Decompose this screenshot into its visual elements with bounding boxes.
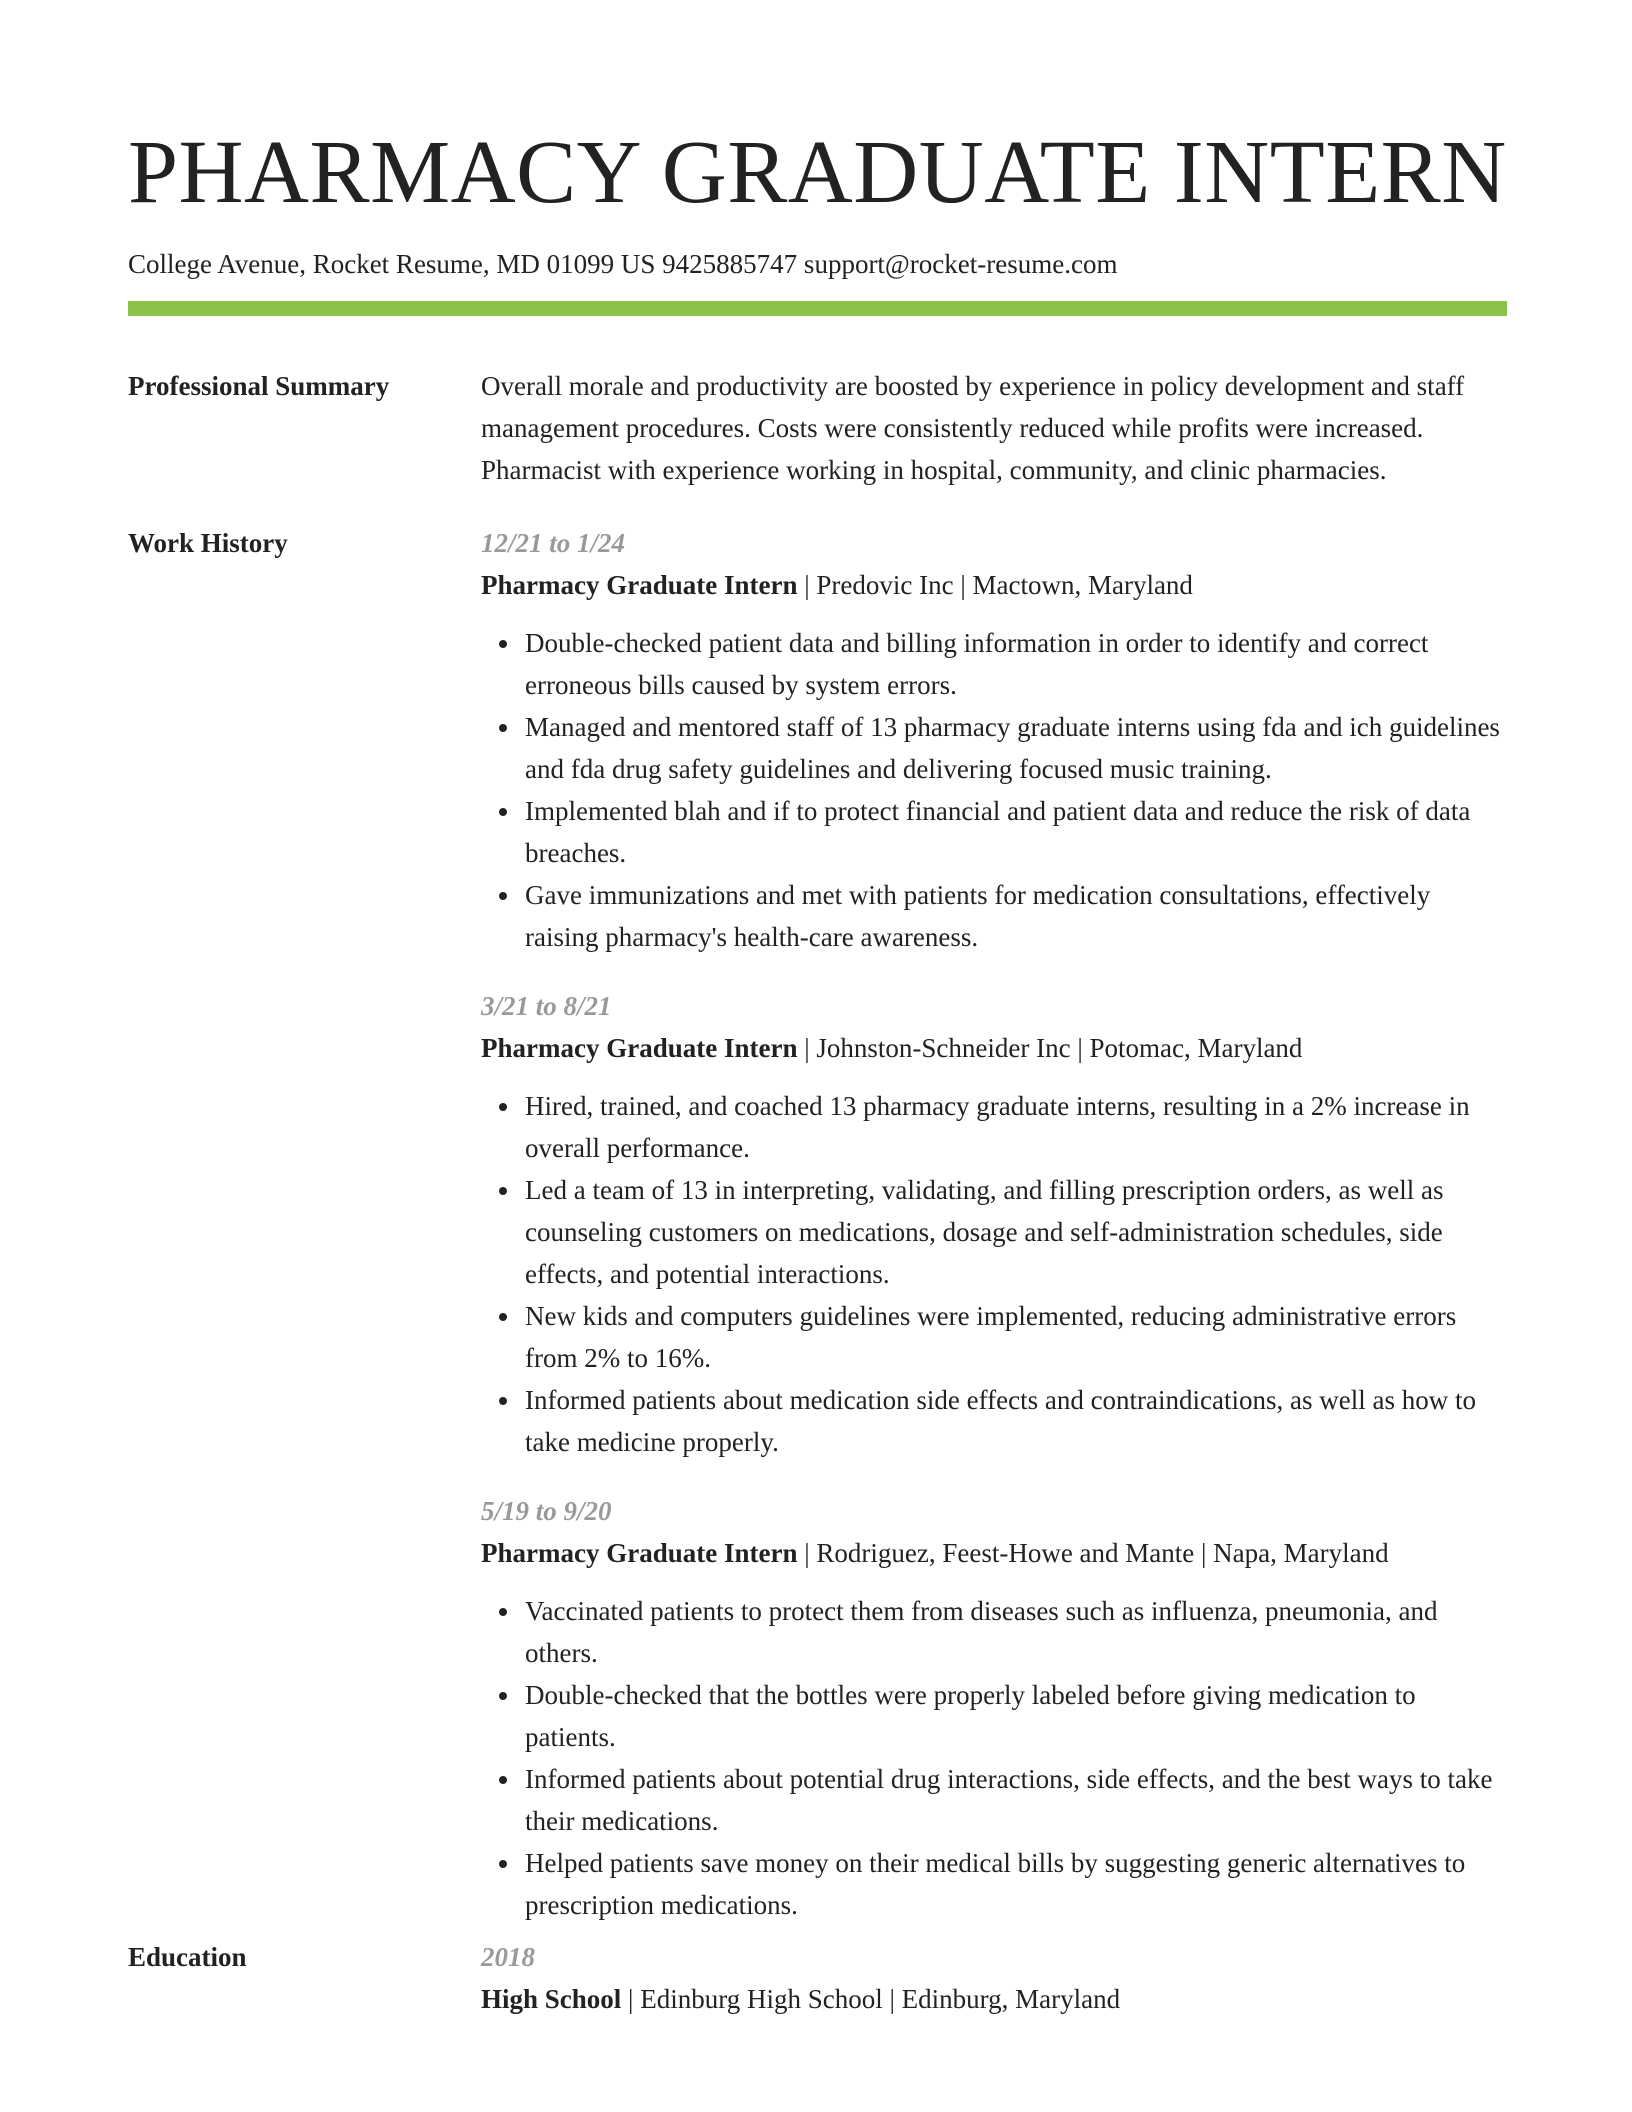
education-year: 2018 <box>481 1942 535 1972</box>
section-label-work-history: Work History <box>128 528 288 558</box>
job-bullet: Informed patients about medication side effects and contraindications, as well as how to take medicine properly. <box>525 1379 1507 1463</box>
job-entry <box>481 1490 1507 1926</box>
job-bullet: Informed patients about potential drug interactions, side effects, and the best ways to take their medications. <box>525 1758 1507 1842</box>
job-bullet: Double-checked that the bottles were properly labeled before giving medication to patients. <box>525 1674 1507 1758</box>
job-bullets <box>481 1590 1507 1926</box>
contact-info: College Avenue, Rocket Resume, MD 01099 US 9425885747 support@rocket-resume.com <box>128 249 1118 279</box>
job-bullet: Helped patients save money on their medical bills by suggesting generic alternatives to prescription medications. <box>525 1842 1507 1926</box>
job-details: | Johnston-Schneider Inc | Potomac, Maryland <box>797 1033 1303 1063</box>
education-section <box>128 1936 1507 2020</box>
job-title: Pharmacy Graduate Intern <box>481 1538 798 1568</box>
job-bullet: Implemented blah and if to protect financial and patient data and reduce the risk of data breaches. <box>525 790 1507 874</box>
work-history-body <box>481 522 1507 1926</box>
job-bullet: Led a team of 13 in interpreting, validating, and filling prescription orders, as well as counseling customers on medications, dosage and self-administration schedules, side effects, and potential interactions. <box>525 1169 1507 1295</box>
job-entry <box>481 985 1507 1463</box>
job-heading <box>481 1027 1507 1069</box>
education-details: | Edinburg High School | Edinburg, Maryland <box>621 1984 1121 2014</box>
education-degree: High School <box>481 1984 622 2014</box>
job-details: | Rodriguez, Feest-Howe and Mante | Napa, Maryland <box>797 1538 1389 1568</box>
job-heading <box>481 564 1507 606</box>
job-dates: 3/21 to 8/21 <box>481 991 612 1021</box>
job-bullet: Hired, trained, and coached 13 pharmacy graduate interns, resulting in a 2% increase in overall performance. <box>525 1085 1507 1169</box>
job-bullet: Managed and mentored staff of 13 pharmacy graduate interns using fda and ich guidelines and fda drug safety guidelines and delivering focused music training. <box>525 706 1507 790</box>
job-title: Pharmacy Graduate Intern <box>481 1033 798 1063</box>
accent-divider <box>128 301 1507 316</box>
education-heading <box>481 1978 1507 2020</box>
job-bullets <box>481 1085 1507 1463</box>
job-bullets <box>481 622 1507 958</box>
job-bullet: Double-checked patient data and billing information in order to identify and correct erroneous bills caused by system errors. <box>525 622 1507 706</box>
section-label-summary: Professional Summary <box>128 371 390 401</box>
job-heading <box>481 1532 1507 1574</box>
summary-text: Overall morale and productivity are boosted by experience in policy development and staff management procedures. Costs were consistently reduced while profits were increased. Pharmacist with experience working in hospital, community, and clinic pharmacies. <box>481 371 1465 485</box>
job-bullet: Gave immunizations and met with patients for medication consultations, effectively raising pharmacy's health-care awareness. <box>525 874 1507 958</box>
section-label-education: Education <box>128 1942 247 1972</box>
job-bullet: New kids and computers guidelines were implemented, reducing administrative errors from 2% to 16%. <box>525 1295 1507 1379</box>
job-bullet: Vaccinated patients to protect them from diseases such as influenza, pneumonia, and others. <box>525 1590 1507 1674</box>
job-details: | Predovic Inc | Mactown, Maryland <box>797 570 1193 600</box>
job-dates: 12/21 to 1/24 <box>481 528 626 558</box>
resume-title: PHARMACY GRADUATE INTERN <box>128 123 1507 222</box>
job-entry <box>481 522 1507 958</box>
work-history-section <box>128 522 1507 1926</box>
education-body <box>481 1936 1507 2020</box>
summary-body <box>481 365 1507 491</box>
summary-section <box>128 365 1507 491</box>
job-title: Pharmacy Graduate Intern <box>481 570 798 600</box>
job-dates: 5/19 to 9/20 <box>481 1496 612 1526</box>
